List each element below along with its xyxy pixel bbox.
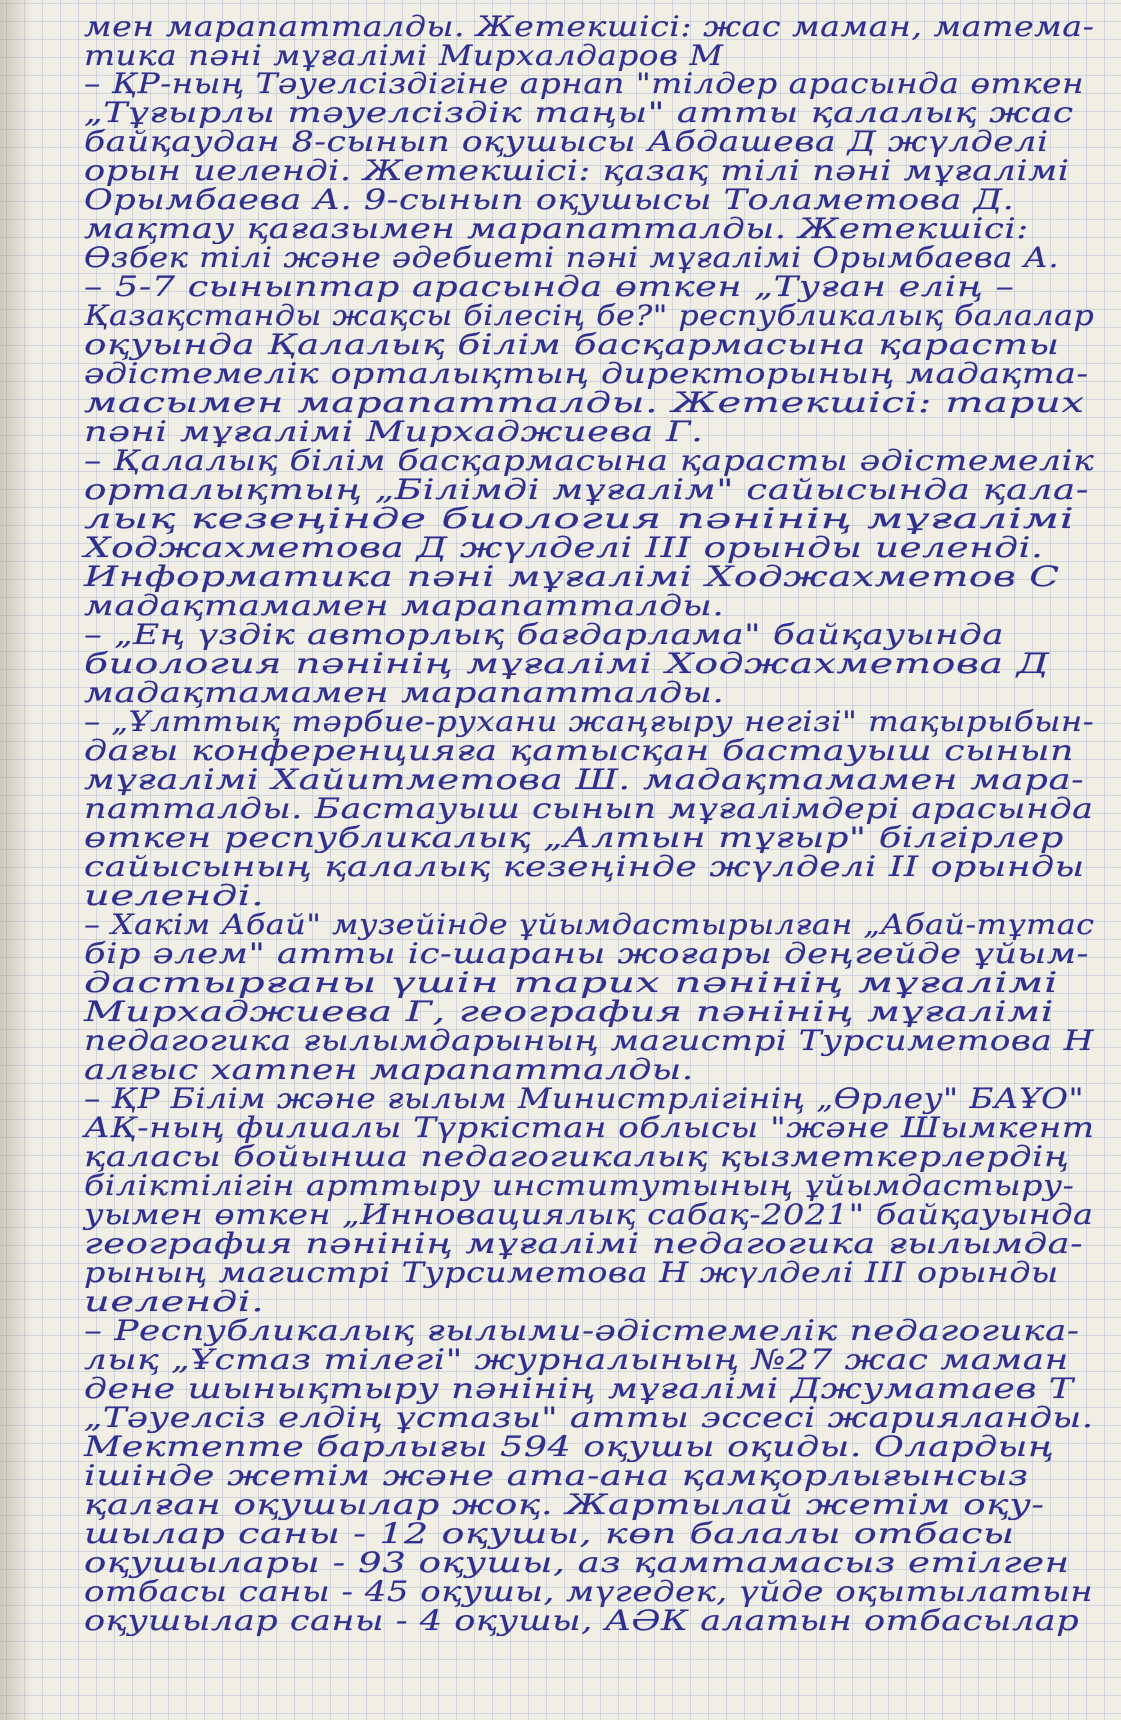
text-line: „Тәуелсіз елдің ұстазы" атты эссесі жарияланды. <box>84 1401 1094 1434</box>
text-line: алғыс хатпен марапатталды. <box>84 1053 694 1086</box>
text-line: бір әлем" атты іс-шараны жоғары деңгейде ұйым- <box>84 937 1089 970</box>
text-line: өткен республикалық „Алтын тұғыр" білгірлер <box>84 821 1064 854</box>
text-line: тика пәні мұғалімі Мирхалдаров М <box>84 39 724 72</box>
text-line: – Қалалық білім басқармасына қарасты әдістемелік <box>84 444 1095 477</box>
text-line: пәні мұғалімі Мирхаджиева Г. <box>84 415 704 448</box>
text-line: орталықтың „Білімді мұғалім" сайысында қала- <box>84 473 1089 506</box>
text-line: отбасы саны - 45 оқушы, мүгедек, үйде оқытылатын <box>84 1575 1094 1608</box>
text-line: иеленді. <box>84 1285 265 1318</box>
text-line: сайысының қалалық кезеңінде жүлделі II орынды <box>84 850 1085 883</box>
text-line: қалған оқушылар жоқ. Жартылай жетім оқу- <box>84 1488 1045 1521</box>
text-line: патталды. Бастауыш сынып мұғалімдері арасында <box>84 792 1094 825</box>
text-line: шылар саны - 12 оқушы, көп балалы отбасы <box>84 1517 1015 1550</box>
text-line: биология пәнінің мұғалімі Ходжахметова Д <box>84 647 1050 680</box>
text-line: мадақтамамен марапатталды. <box>84 676 725 709</box>
text-line: мақтау қағазымен марапатталды. Жетекшісі: <box>84 212 1029 245</box>
text-line: Мектепте барлығы 594 оқушы оқиды. Олардың <box>84 1430 1055 1463</box>
text-line: қаласы бойынша педагогикалық қызметкерлердің <box>84 1140 1070 1173</box>
text-line: Информатика пәні мұғалімі Ходжахметов С <box>84 560 1060 593</box>
text-line: мұғалімі Хайитметова Ш. мадақтамамен мара- <box>84 763 1085 796</box>
text-line: мадақтамамен марапатталды. <box>84 589 725 622</box>
text-line: лық кезеңінде биология пәнінің мұғалімі <box>84 502 1075 535</box>
text-line: – Республикалық ғылыми-әдістемелік педагогика- <box>84 1314 1080 1347</box>
text-line: масымен марапатталды. Жетекшісі: тарих <box>84 386 1085 419</box>
text-line: иеленді. <box>84 879 265 912</box>
text-line: ішінде жетім және ата-ана қамқорлығынсыз <box>84 1459 1029 1492</box>
text-line: дене шынықтыру пәнінің мұғалімі Джуматаев Т <box>84 1372 1074 1405</box>
text-line: дастырғаны үшін тарих пәнінің мұғалімі <box>84 966 1059 999</box>
text-line: – 5-7 сыныптар арасында өткен „Туған елің – <box>84 270 1015 303</box>
text-line: оқушылар саны - 4 оқушы, АӘК алатын отбасылар <box>84 1604 1080 1637</box>
text-line: география пәнінің мұғалімі педагогика ғылымда- <box>84 1227 1084 1260</box>
text-line: рының магистрі Турсиметова Н жүлделі III орынды <box>84 1256 1059 1289</box>
text-line: біліктілігін арттыру институтының ұйымдастыру- <box>84 1169 1075 1202</box>
text-line: әдістемелік орталықтың директорының мадақта- <box>84 357 1089 390</box>
text-line: лық „Ұстаз тілегі" журналының №27 жас маман <box>84 1343 1069 1376</box>
text-line: – Хакім Абай" музейінде ұйымдастырылған „Абай-тұтас <box>84 908 1095 941</box>
text-line: Өзбек тілі және әдебиеті пәні мұғалімі Орымбаева А. <box>84 241 1060 274</box>
text-line: – „Ұлттық тәрбие-рухани жаңғыру негізі" тақырыбын- <box>84 705 1095 738</box>
text-line: педагогика ғылымдарының магистрі Турсиметова Н <box>84 1024 1095 1057</box>
text-line: – „Ең үздік авторлық бағдарлама" байқауында <box>84 618 1004 651</box>
text-line: уымен өткен „Инновациялық сабақ-2021" байқауында <box>84 1198 1094 1231</box>
text-line: оқушылары - 93 оқушы, аз қамтамасыз етілген <box>84 1546 1070 1579</box>
text-line: орын иеленді. Жетекшісі: қазақ тілі пәні мұғалімі <box>84 154 1070 187</box>
text-line: оқуында Қалалық білім басқармасына қарасты <box>84 328 1060 361</box>
text-line: АҚ-ның филиалы Түркістан облысы "және Шымкент <box>84 1111 1095 1144</box>
text-line: мен марапатталды. Жетекшісі: жас маман, матема- <box>84 10 1095 43</box>
text-line: „Тұғырлы тәуелсіздік таңы" атты қалалық жас <box>84 96 1074 129</box>
text-line: – ҚР-ның Тәуелсіздігіне арнап "тілдер арасында өткен <box>84 67 1085 100</box>
text-line: Мирхаджиева Г, география пәнінің мұғалімі <box>84 995 1054 1028</box>
text-line: дағы конференцияға қатысқан бастауыш сынып <box>84 734 1075 767</box>
text-line: байқаудан 8-сынып оқушысы Абдашева Д жүлделі <box>84 125 1049 158</box>
text-line: – ҚР Білім және ғылым Министрлігінің „Өрлеу" БАҰО" <box>84 1082 1084 1115</box>
text-line: Орымбаева А. 9-сынып оқушысы Толаметова Д. <box>84 183 1015 216</box>
text-line: Қазақстанды жақсы білесің бе?" республикалық балалар <box>84 299 1095 332</box>
text-line: Ходжахметова Д жүлделі III орынды иеленді. <box>84 531 1044 564</box>
